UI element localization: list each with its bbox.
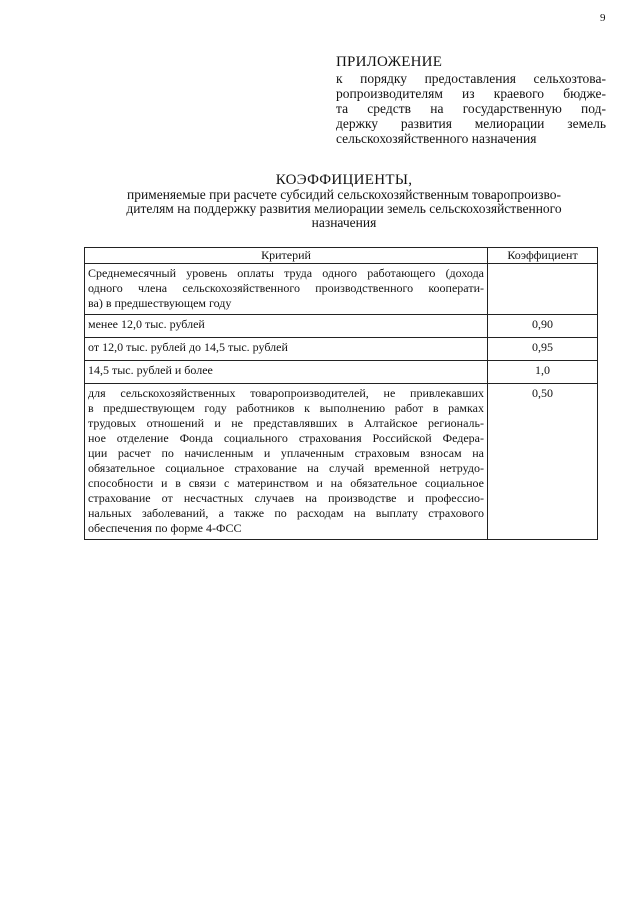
column-header-criterion: Критерий: [85, 248, 488, 264]
column-header-coefficient: Коэффициент: [488, 248, 598, 264]
coefficients-table: [84, 247, 598, 540]
appendix-line: держку развития мелиорации земель: [336, 116, 606, 131]
document-heading: [60, 172, 628, 230]
criterion-line: ции расчет по начисленным и уплаченным страховым взносам на: [88, 446, 484, 460]
coefficient-cell: 1,0: [488, 361, 598, 384]
criterion-line: нальных заболеваний, а также по расходам на выплату страхового: [88, 506, 484, 520]
criterion-cell: от 12,0 тыс. рублей до 14,5 тыс. рублей: [85, 338, 488, 361]
criterion-line: ва) в предшествующем году: [88, 296, 232, 310]
appendix-line: сельскохозяйственного назначения: [336, 131, 537, 146]
criterion-line: страхование от несчастных случаев на производстве и профессио-: [88, 491, 484, 505]
appendix-line: та средств на государственную под-: [336, 101, 606, 116]
criterion-line: в предшествующем году работников к выполнению работ в рамках: [88, 401, 484, 415]
criterion-line: обеспечения по форме 4-ФСС: [88, 521, 242, 535]
table-row: [85, 384, 598, 540]
criterion-cell: менее 12,0 тыс. рублей: [85, 315, 488, 338]
criterion-line: ное отделение Фонда социального страхования Российской Федера-: [88, 431, 484, 445]
table-header-row: [85, 248, 598, 264]
table-row: [85, 361, 598, 384]
table-row: [85, 315, 598, 338]
appendix-text: [336, 71, 606, 146]
heading-subtitle: [60, 188, 628, 230]
criterion-cell: [85, 264, 488, 315]
criterion-line: обязательное социальное страхование на случай временной нетрудо-: [88, 461, 484, 475]
coefficient-cell: [488, 264, 598, 315]
appendix-line: ропроизводителям из краевого бюдже-: [336, 86, 606, 101]
heading-line: дителям на поддержку развития мелиорации земель сельскохозяйственного: [126, 201, 562, 216]
coefficient-cell: 0,90: [488, 315, 598, 338]
heading-title: КОЭФФИЦИЕНТЫ,: [275, 172, 413, 188]
criterion-line: трудовых отношений и не представлявших в Алтайское региональ-: [88, 416, 484, 430]
coefficient-cell: 0,95: [488, 338, 598, 361]
table-row: [85, 264, 598, 315]
page-number: 9: [600, 12, 606, 24]
criterion-line: Среднемесячный уровень оплаты труда одного работающего (дохода: [88, 266, 484, 280]
appendix-title: ПРИЛОЖЕНИЕ: [336, 54, 443, 70]
appendix-block: [336, 54, 606, 146]
heading-line: применяемые при расчете субсидий сельскохозяйственным товаропроизво-: [126, 187, 562, 202]
criterion-cell: [85, 384, 488, 540]
criterion-cell: 14,5 тыс. рублей и более: [85, 361, 488, 384]
criterion-line: одного члена сельскохозяйственного производственного кооперати-: [88, 281, 484, 295]
heading-line: назначения: [311, 215, 377, 230]
criterion-line: для сельскохозяйственных товаропроизводителей, не привлекавших: [88, 386, 484, 400]
appendix-line: к порядку предоставления сельхозтова-: [336, 71, 606, 86]
coefficient-cell: 0,50: [488, 384, 598, 540]
table-row: [85, 338, 598, 361]
criterion-line: способности и в связи с материнством и на обязательное социальное: [88, 476, 484, 490]
